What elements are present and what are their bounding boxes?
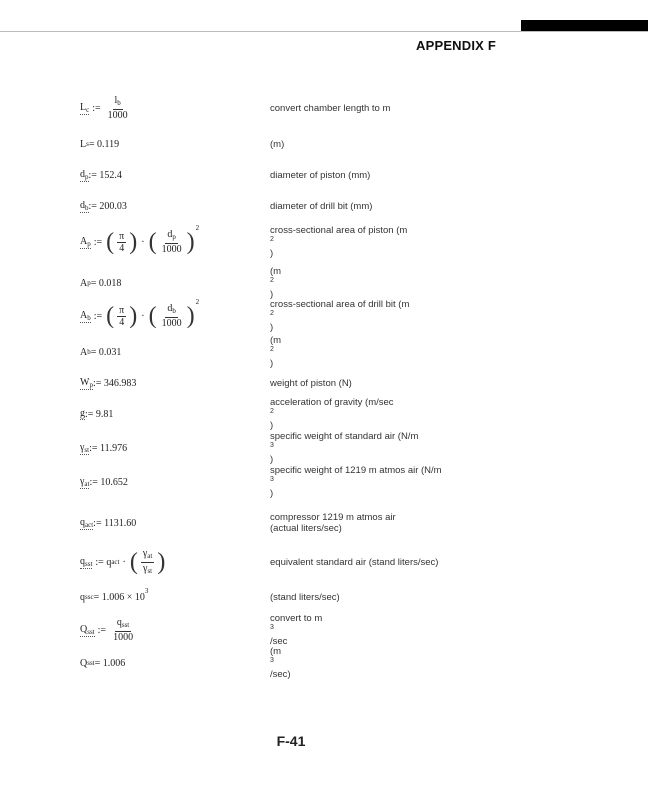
result-row-qsst	[80, 643, 580, 683]
equation: $q_{act}$ := 1131.60	[80, 516, 137, 529]
eq-row-chamber-length	[80, 88, 580, 128]
header-rule	[0, 31, 648, 32]
eq-row-compressor	[80, 503, 580, 543]
equation: $A_p$ := ( $\frac{\pi}{4}$ ) · ( $\frac{d_p}{1000}$ ) $^2$	[80, 224, 200, 255]
description: (stand liters/sec)	[270, 591, 340, 603]
equation: $q_{sst}$ := q act · ( $\frac{\gamma_{at}}{\gamma_{st}}$ )	[80, 547, 166, 575]
equation: $L_c$ := $\frac{l_b}{1000}$	[80, 95, 128, 121]
eq-row-atmos-air-weight	[80, 462, 580, 502]
equation: $W_p$ := 346.983	[80, 376, 137, 389]
description: diameter of drill bit (mm)	[270, 200, 373, 212]
page-number: F-41	[276, 733, 306, 749]
description: diameter of piston (mm)	[270, 169, 371, 181]
appendix-title: APPENDIX F	[415, 38, 496, 53]
description: cross-sectional area of drill bit (m $^2$ )	[270, 298, 410, 334]
description: specific weight of standard air (N/m $^3$ )	[270, 430, 419, 466]
equation: $Q_{sst}$ := $\frac{q_{sst}}{1000}$	[80, 617, 134, 643]
equation: $A_b$ := ( $\frac{\pi}{4}$ ) · ( $\frac{d_b}{1000}$ ) $^2$	[80, 298, 200, 329]
description: specific weight of 1219 m atmos air (N/m $^3$ )	[270, 464, 442, 500]
description: equivalent standard air (stand liters/sec)	[270, 556, 439, 568]
equation: q ssc = 1.006 × 10 $^3$	[80, 587, 149, 603]
description: (m $^2$ )	[270, 265, 282, 301]
description: weight of piston (N)	[270, 377, 352, 389]
eq-row-piston-area	[80, 220, 580, 264]
equation: A b = 0.031	[80, 346, 122, 358]
description: acceleration of gravity (m/sec $^2$ )	[270, 396, 394, 432]
description: (m $^2$ )	[270, 334, 282, 370]
description: (m)	[270, 138, 285, 150]
equation: g := 9.81	[80, 408, 114, 420]
description: convert chamber length to m	[270, 102, 391, 114]
equation: $d_p$ := 152.4	[80, 168, 122, 181]
equation: $d_b$ := 200.03	[80, 199, 127, 212]
description: convert to m $^3$ /sec	[270, 612, 323, 648]
description: cross-sectional area of piston (m $^2$ )	[270, 224, 408, 260]
equation: Q sst = 1.006	[80, 657, 126, 669]
equation: A p = 0.018	[80, 277, 122, 289]
equation: $\gamma_{st}$ := 11.976	[80, 441, 128, 454]
equation: L s = 0.119	[80, 138, 120, 150]
description: (m $^3$ /sec)	[270, 645, 291, 681]
description: compressor 1219 m atmos air (actual liters/sec)	[270, 512, 396, 534]
equation: $\gamma_{at}$ := 10.652	[80, 475, 128, 488]
